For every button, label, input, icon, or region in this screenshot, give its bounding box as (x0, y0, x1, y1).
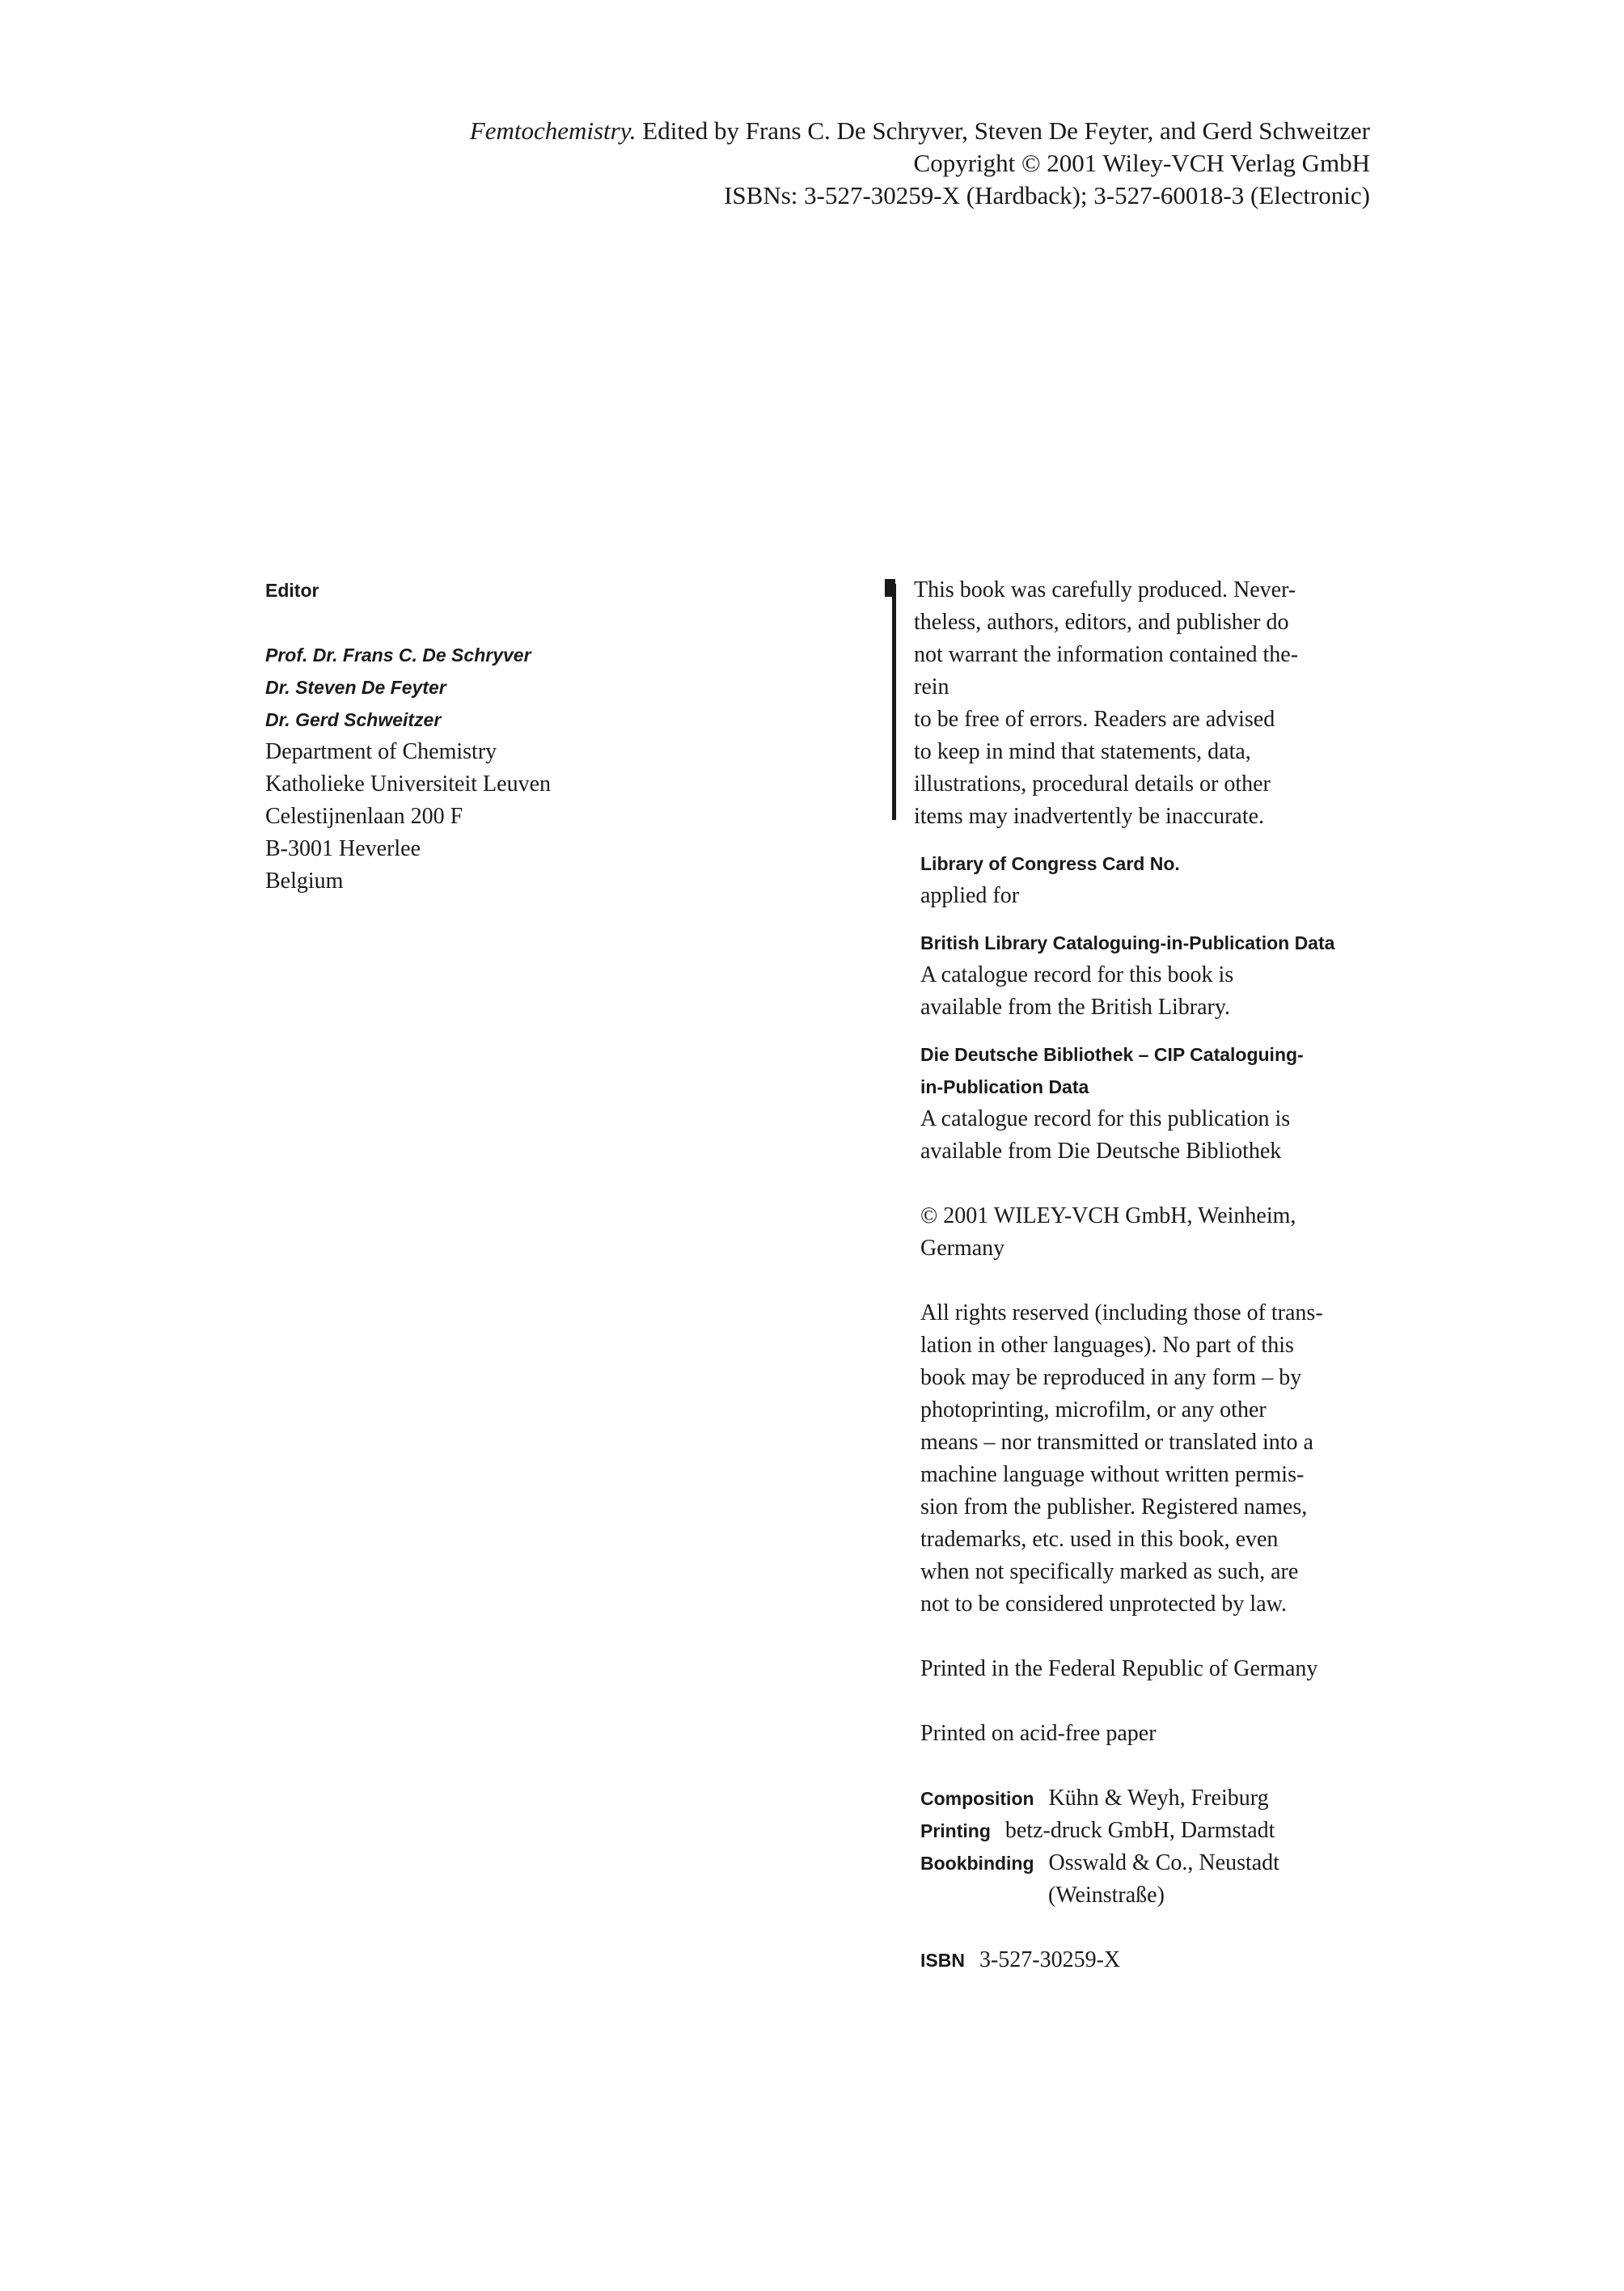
production-credits (920, 1782, 1389, 1912)
rights-line: not to be considered unprotected by law. (920, 1591, 1288, 1617)
editor-name: Prof. Dr. Frans C. De Schryver (265, 645, 531, 666)
imprint-section (914, 574, 1389, 1976)
isbn-value: 3-527-30259-X (979, 1947, 1121, 1972)
deutsche-bibliothek (920, 1038, 1389, 1168)
bookbinding-value-cont: (Weinstraße) (1048, 1883, 1165, 1908)
copyright-notice-line: Germany (920, 1236, 1005, 1261)
book-title: Femtochemistry. (469, 116, 636, 145)
deutsche-bibliothek-line: available from Die Deutsche Bibliothek (920, 1139, 1282, 1164)
rights-line: lation in other languages). No part of this (920, 1333, 1294, 1358)
printed-in: Printed in the Federal Republic of Germany (920, 1656, 1318, 1681)
loc-heading: Library of Congress Card No. (920, 853, 1180, 874)
british-library-heading: British Library Cataloguing-in-Publication Data (920, 932, 1335, 953)
rights-line: book may be reproduced in any form – by (920, 1365, 1302, 1390)
editor-name: Dr. Gerd Schweitzer (265, 709, 442, 730)
citation-header (470, 115, 1370, 212)
composition-value: Kühn & Weyh, Freiburg (1048, 1786, 1269, 1811)
rights-line: All rights reserved (including those of trans- (920, 1300, 1323, 1325)
british-library-line: A catalogue record for this book is (920, 962, 1234, 987)
rights-line: means – nor transmitted or translated into a (920, 1430, 1313, 1455)
library-of-congress (920, 848, 1389, 912)
address-line: Department of Chemistry (265, 739, 497, 764)
copyright-notice (920, 1200, 1389, 1265)
british-library (920, 927, 1389, 1024)
disclaimer (914, 574, 1389, 833)
disclaimer-line: illustrations, procedural details or other (914, 771, 1271, 797)
citation-title-line (470, 115, 1370, 147)
rights-line: photoprinting, microfilm, or any other (920, 1397, 1267, 1422)
loc-text: applied for (920, 883, 1020, 908)
printed-on: Printed on acid-free paper (920, 1721, 1157, 1746)
rights-line: when not specifically marked as such, are (920, 1559, 1299, 1584)
rights-line: machine language without written permis- (920, 1462, 1305, 1487)
isbn-label: ISBN (920, 1950, 965, 1971)
editor-name: Dr. Steven De Feyter (265, 677, 446, 698)
disclaimer-line: rein (914, 674, 949, 700)
address-line: Belgium (265, 869, 344, 894)
disclaimer-line: This book was carefully produced. Never- (914, 577, 1296, 602)
rights-line: trademarks, etc. used in this book, even (920, 1527, 1279, 1552)
deutsche-bibliothek-heading: Die Deutsche Bibliothek – CIP Cataloguing- (920, 1044, 1304, 1065)
credit-bookbinding (920, 1847, 1389, 1879)
british-library-line: available from the British Library. (920, 995, 1231, 1020)
address-line: Celestijnenlaan 200 F (265, 804, 463, 829)
address-line: Katholieke Universiteit Leuven (265, 771, 551, 797)
disclaimer-line: theless, authors, editors, and publisher do (914, 610, 1289, 635)
rights-line: sion from the publisher. Registered names, (920, 1494, 1308, 1520)
bookbinding-label: Bookbinding (920, 1853, 1034, 1874)
copyright-line: Copyright © 2001 Wiley-VCH Verlag GmbH (913, 149, 1370, 177)
isbn (920, 1944, 1389, 1976)
composition-label: Composition (920, 1788, 1034, 1809)
printing-label: Printing (920, 1820, 991, 1841)
edited-by: Edited by Frans C. De Schryver, Steven De Feyter, and Gerd Schweitzer (636, 116, 1370, 145)
deutsche-bibliothek-line: A catalogue record for this publication is (920, 1106, 1291, 1131)
disclaimer-line: to be free of errors. Readers are advised (914, 707, 1275, 732)
printing-value: betz-druck GmbH, Darmstadt (1004, 1818, 1275, 1843)
copyright-notice-line: © 2001 WILEY-VCH GmbH, Weinheim, (920, 1203, 1296, 1228)
deutsche-bibliothek-heading: in-Publication Data (920, 1076, 1089, 1097)
address-line: B-3001 Heverlee (265, 836, 421, 861)
credit-composition (920, 1782, 1389, 1815)
rights-notice (920, 1297, 1389, 1621)
disclaimer-bar (892, 584, 896, 820)
disclaimer-line: not warrant the information contained the- (914, 642, 1299, 667)
editor-section (265, 574, 751, 898)
credit-printing (920, 1815, 1389, 1847)
disclaimer-line: to keep in mind that statements, data, (914, 739, 1251, 764)
editor-heading: Editor (265, 580, 319, 601)
bookbinding-value: Osswald & Co., Neustadt (1048, 1850, 1279, 1875)
disclaimer-line: items may inadvertently be inaccurate. (914, 804, 1265, 829)
isbns-line: ISBNs: 3-527-30259-X (Hardback); 3-527-60018-3 (Electronic) (724, 181, 1370, 209)
